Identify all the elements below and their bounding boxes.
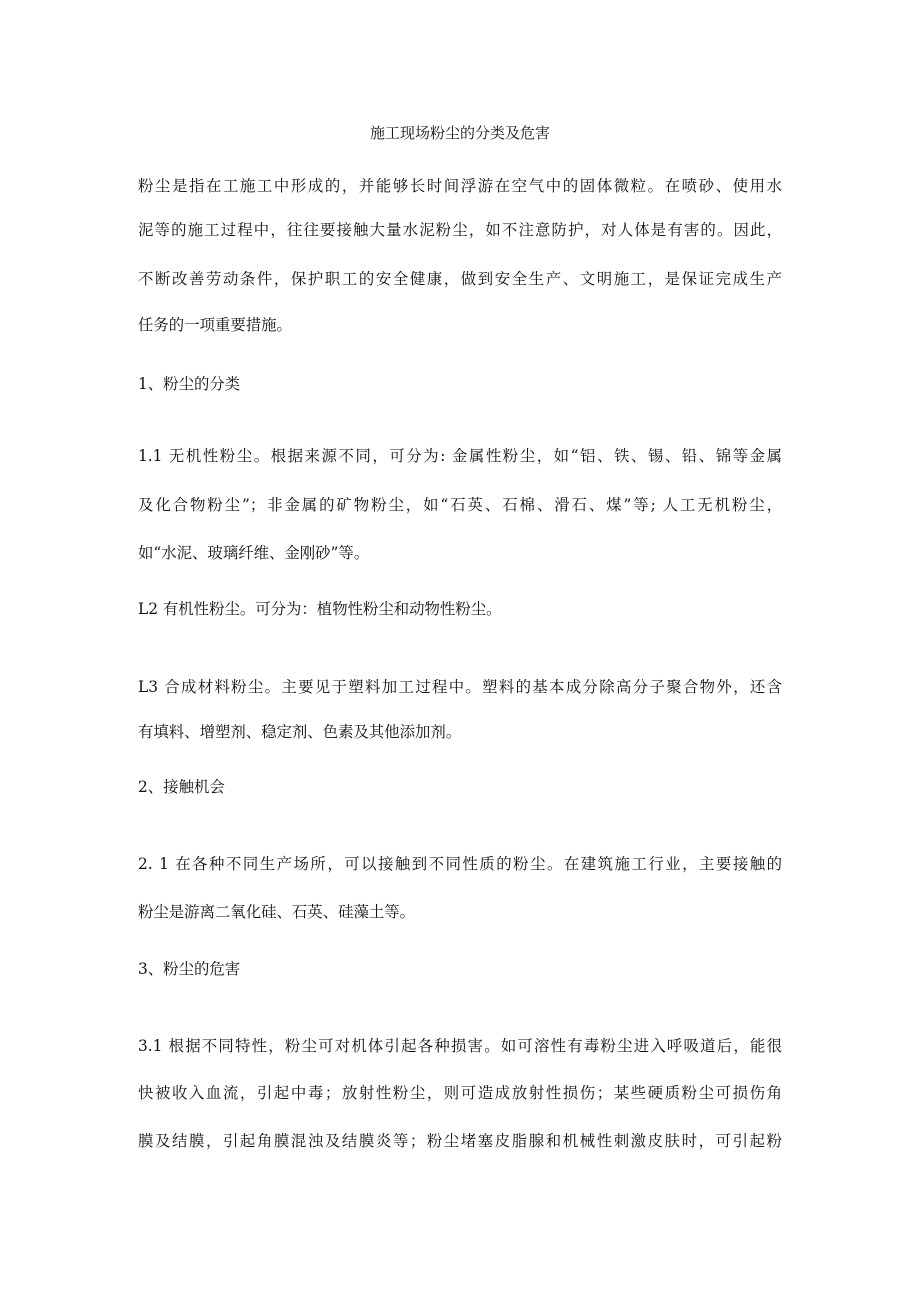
para-1-1-line-3: 如“水泥、玻璃纤维、金刚砂”等。: [138, 544, 370, 562]
intro-line-3: 不断改善劳动条件，保护职工的安全健康，做到安全生产、文明施工，是保证完成生产: [138, 270, 782, 288]
section-2-heading: 2、接触机会: [138, 778, 225, 796]
intro-line-4: 任务的一项重要措施。: [138, 316, 292, 334]
section-1-heading: 1、粉尘的分类: [138, 375, 241, 393]
para-1-2: L2 有机性粉尘。可分为：植物性粉尘和动物性粉尘。: [138, 600, 502, 618]
section-3-heading: 3、粉尘的危害: [138, 960, 241, 978]
para-1-3-line-2: 有填料、增塑剂、稳定剂、色素及其他添加剂。: [138, 723, 462, 741]
document-title: 施工现场粉尘的分类及危害: [369, 124, 550, 142]
para-1-3-line-1: L3 合成材料粉尘。主要见于塑料加工过程中。塑料的基本成分除高分子聚合物外，还含: [138, 678, 782, 696]
para-3-1-line-3: 膜及结膜，引起角膜混浊及结膜炎等；粉尘堵塞皮脂腺和机械性刺激皮肤时，可引起粉: [138, 1132, 782, 1150]
intro-line-2: 泥等的施工过程中，往往要接触大量水泥粉尘，如不注意防护，对人体是有害的。因此，: [138, 221, 782, 239]
para-2-1-line-1: 2. 1 在各种不同生产场所，可以接触到不同性质的粉尘。在建筑施工行业，主要接触的: [138, 855, 782, 873]
intro-line-1: 粉尘是指在工施工中形成的，并能够长时间浮游在空气中的固体微粒。在喷砂、使用水: [138, 177, 782, 195]
para-1-1-line-2: 及化合物粉尘”；非金属的矿物粉尘，如“石英、石棉、滑石、煤”等; 人工无机粉尘，: [138, 496, 782, 514]
para-1-1-line-1: 1.1 无机性粉尘。根据来源不同，可分为: 金属性粉尘，如“铝、铁、锡、铅、锦等金属: [138, 447, 782, 465]
para-2-1-line-2: 粉尘是游离二氧化硅、石英、硅藻土等。: [138, 903, 416, 921]
para-3-1-line-1: 3.1 根据不同特性，粉尘可对机体引起各种损害。如可溶性有毒粉尘进入呼吸道后，能很: [138, 1037, 782, 1055]
para-3-1-line-2: 快被收入血流，引起中毒；放射性粉尘，则可造成放射性损伤；某些硬质粉尘可损伤角: [138, 1084, 782, 1102]
